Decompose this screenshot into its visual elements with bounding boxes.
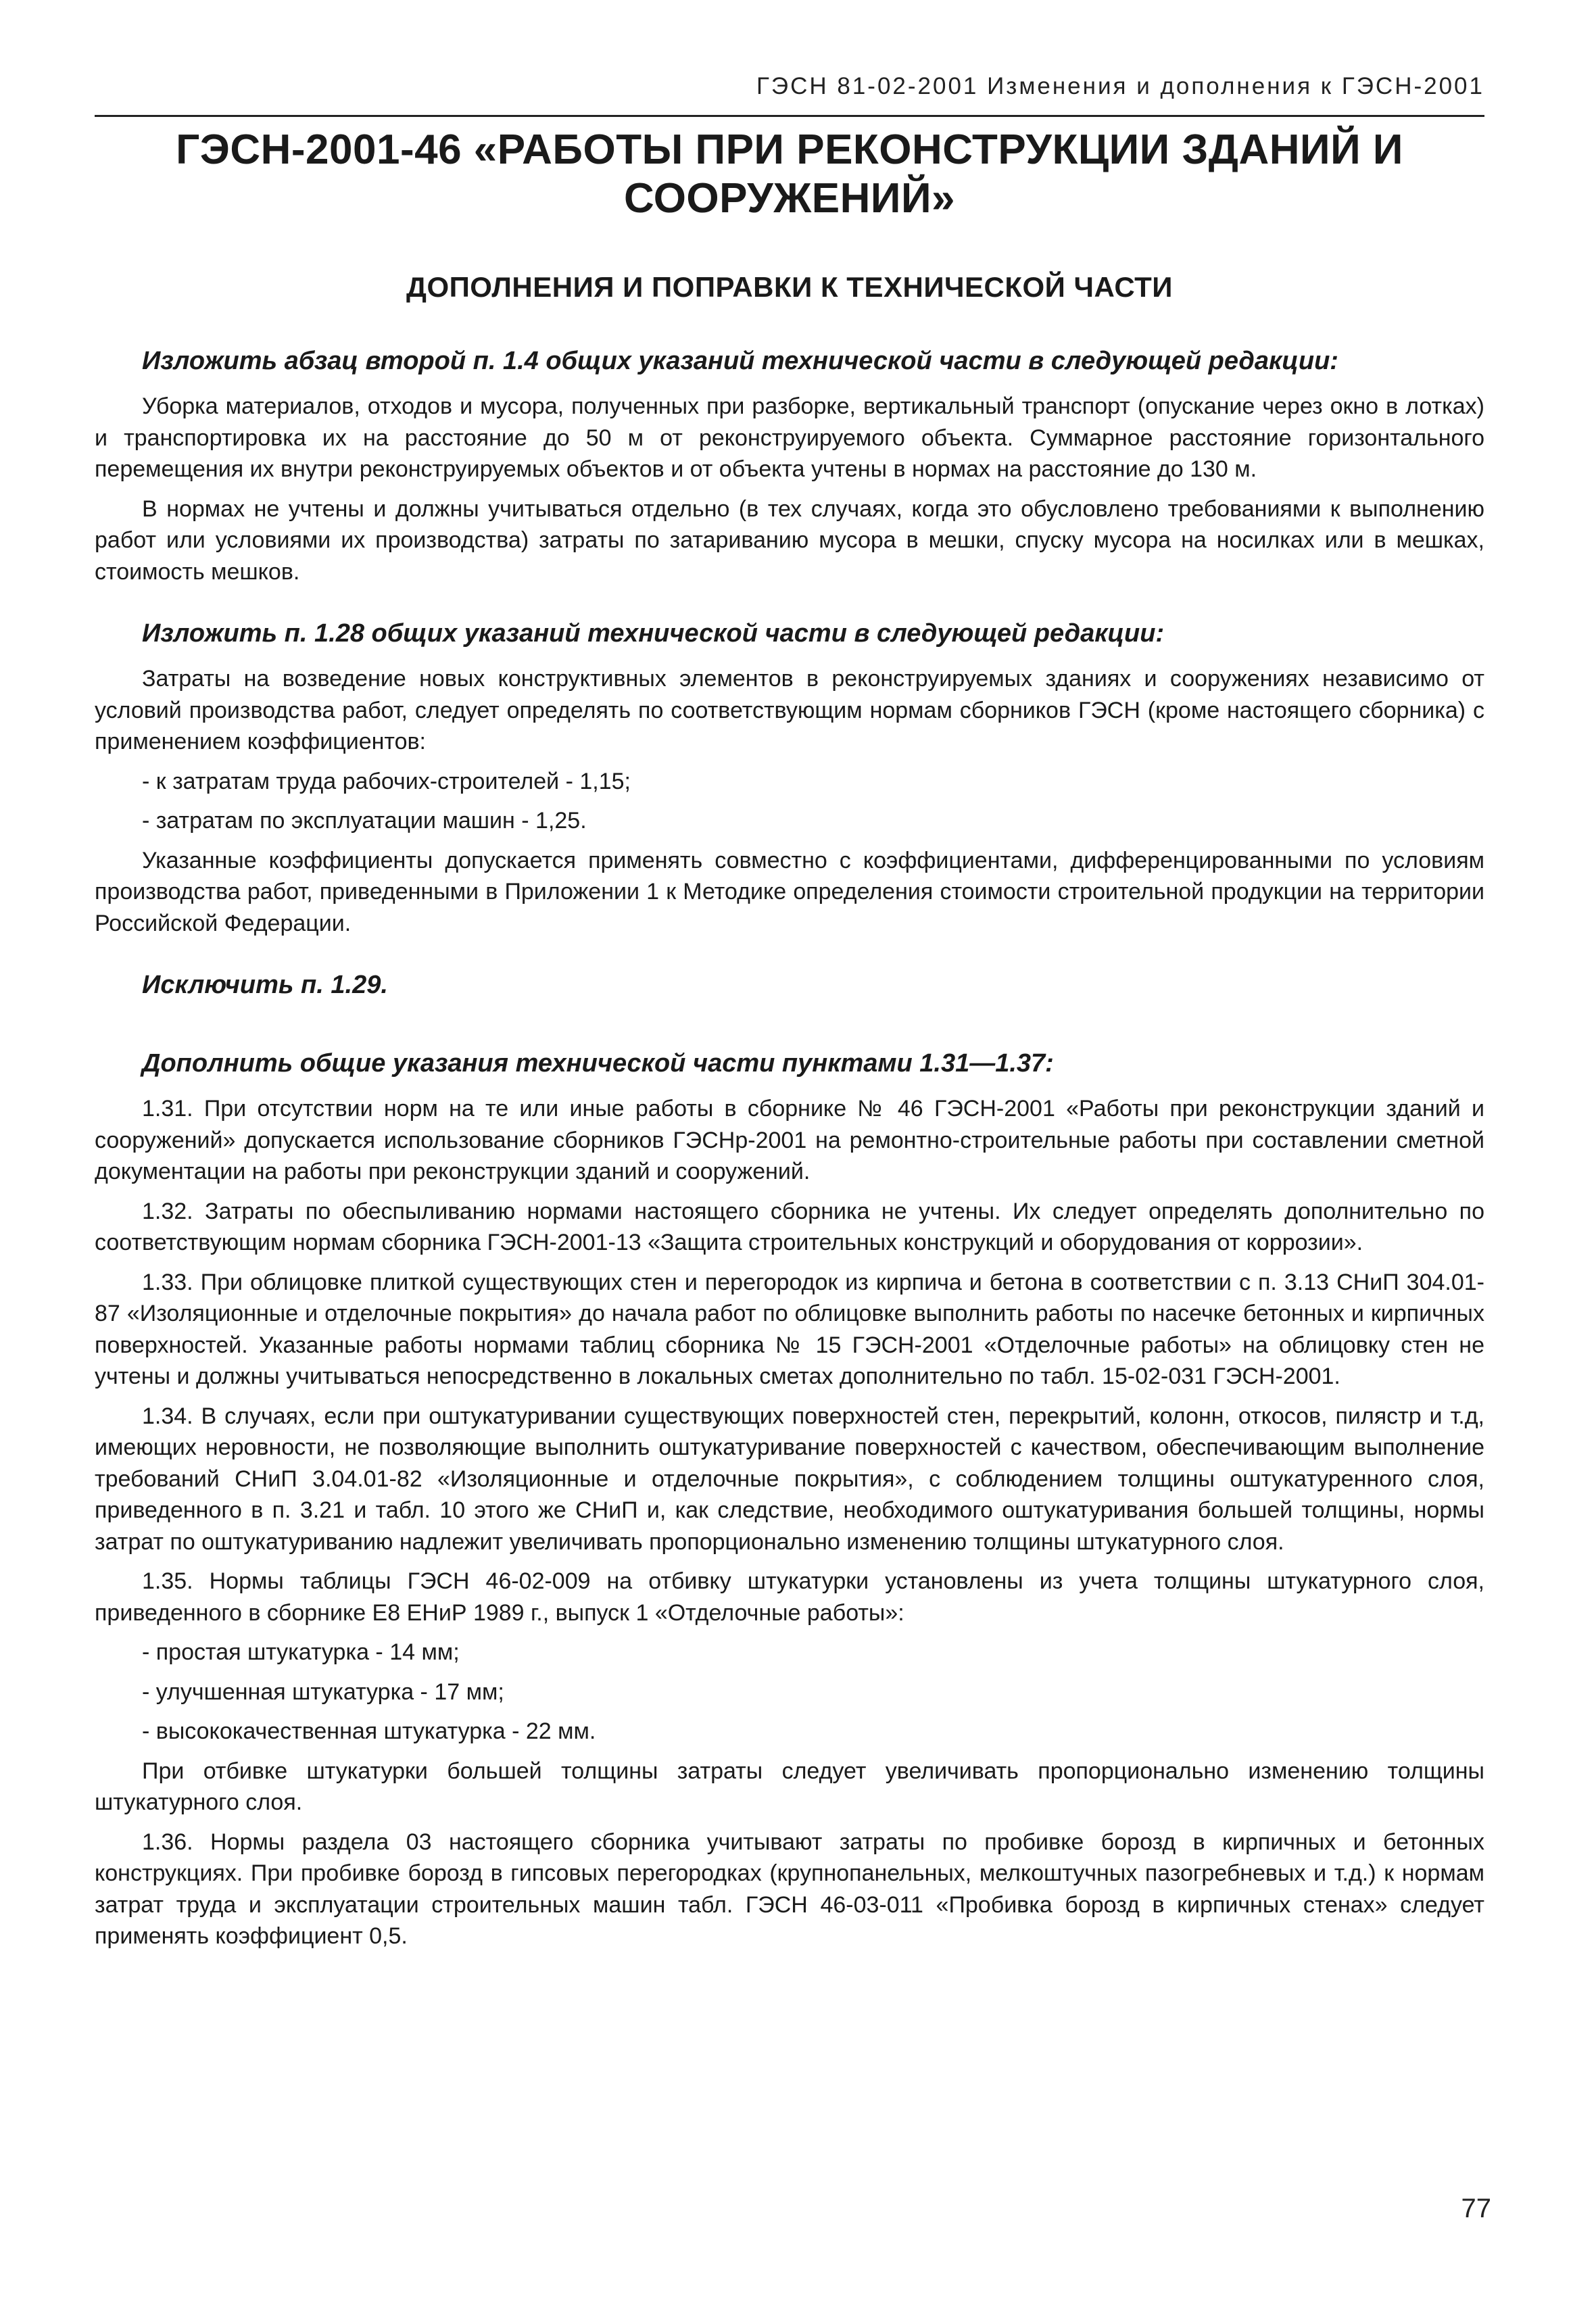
running-header: ГЭСН 81-02-2001 Изменения и дополнения к ГЭСН-2001 xyxy=(756,73,1484,99)
body-paragraph: Затраты на возведение новых конструктивных элементов в реконструируемых зданиях и сооружениях независимо от условий производства работ, следует определять по соответствующим нормам сборников ГЭСН (кроме настоящего сборника) с применением коэффициентов: xyxy=(95,666,1484,754)
section-1-31-1-37 xyxy=(95,1047,1484,1952)
clause-1-33: 1.33. При облицовке плиткой существующих стен и перегородок из кирпича и бетона в соответствии с п. 3.13 СНиП 304.01-87 «Изоляционные и отделочные покрытия» до начала работ по облицовке выполнить работы по насечке бетонных и кирпичных поверхностей. Указанные работы нормами таблиц сборника № 15 ГЭСН-2001 «Отделочные работы» на облицовку стен не учтены и должны учитываться непосредственно в локальных сметах дополнительно по табл. 15-02-031 ГЭСН-2001. xyxy=(95,1269,1484,1389)
header-divider xyxy=(95,115,1484,117)
list-item: - затратам по эксплуатации машин - 1,25. xyxy=(142,808,587,834)
body-paragraph: В нормах не учтены и должны учитываться отдельно (в тех случаях, когда это обусловлено требованиями к выполнению работ или условиями их производства) затраты по затариванию мусора в мешки, спуску мусора на носилках или в мешках, стоимость мешков. xyxy=(95,496,1484,585)
body-paragraph: Уборка материалов, отходов и мусора, полученных при разборке, вертикальный транспорт (опускание через окно в лотках) и транспортировка их на расстояние до 50 м от реконструируемого объекта. Суммарное расстояние горизонтального перемещения их внутри реконструируемых объектов и от объекта учтены в нормах на расстояние до 130 м. xyxy=(95,393,1484,482)
page-content xyxy=(95,126,1484,1960)
page-number: 77 xyxy=(1461,2194,1491,2223)
section-1-4 xyxy=(95,345,1484,587)
list-item: - высококачественная штукатурка - 22 мм. xyxy=(142,1718,596,1744)
clause-1-36: 1.36. Нормы раздела 03 настоящего сборника учитывают затраты по пробивке борозд в кирпичных и бетонных конструкциях. При пробивке борозд в гипсовых перегородках (крупнопанельных, мелкоштучных пазогребневых и т.д.) к нормам затрат труда и эксплуатации строительных машин табл. ГЭСН 46-03-011 «Пробивка борозд в кирпичных стенах» следует применять коэффициент 0,5. xyxy=(95,1829,1484,1949)
body-paragraph: Указанные коэффициенты допускается применять совместно с коэффициентами, дифференцированными по условиям производства работ, приведенными в Приложении 1 к Методике определения стоимости строительной продукции на территории Российской Федерации. xyxy=(95,847,1484,936)
clause-1-32: 1.32. Затраты по обеспыливанию нормами настоящего сборника не учтены. Их следует определять дополнительно по соответствующим нормам сборника ГЭСН-2001-13 «Защита строительных конструкций и оборудования от коррозии». xyxy=(95,1198,1484,1255)
section-exclude-1-29 xyxy=(95,969,1484,1001)
document-title: ГЭСН-2001-46 «РАБОТЫ ПРИ РЕКОНСТРУКЦИИ ЗДАНИЙ И СООРУЖЕНИЙ» xyxy=(176,126,1403,222)
clause-1-31: 1.31. При отсутствии норм на те или иные работы в сборнике № 46 ГЭСН-2001 «Работы при реконструкции зданий и сооружений» допускается использование сборников ГЭСНр-2001 на ремонтно-строительные работы при составлении сметной документации на работы при реконструкции зданий и сооружений. xyxy=(95,1096,1484,1184)
section-instruction: Изложить п. 1.28 общих указаний технической части в следующей редакции: xyxy=(142,619,1165,648)
body-paragraph: При отбивке штукатурки большей толщины затраты следует увеличивать пропорционально изменению толщины штукатурного слоя. xyxy=(95,1758,1484,1815)
list-item: - простая штукатурка - 14 мм; xyxy=(142,1639,460,1665)
list-item: - улучшенная штукатурка - 17 мм; xyxy=(142,1679,504,1705)
clause-1-35: 1.35. Нормы таблицы ГЭСН 46-02-009 на отбивку штукатурки установлены из учета толщины штукатурного слоя, приведенного в сборнике Е8 ЕНиР 1989 г., выпуск 1 «Отделочные работы»: xyxy=(95,1568,1484,1626)
clause-1-34: 1.34. В случаях, если при оштукатуривании существующих поверхностей стен, перекрытий, колонн, откосов, пилястр и т.д, имеющих неровности, не позволяющие выполнить оштукатуривание поверхностей с качеством, обеспечивающим выполнение требований СНиП 3.04.01-82 «Изоляционные и отделочные покрытия», с соблюдением толщины оштукатуренного слоя, приведенного в п. 3.21 и табл. 10 этого же СНиП и, как следствие, необходимого оштукатуривания большей толщины, нормы затрат по оштукатуриванию надлежит увеличивать пропорционально изменению толщины штукатурного слоя. xyxy=(95,1403,1484,1555)
list-item: - к затратам труда рабочих-строителей - 1,15; xyxy=(142,768,631,794)
section-1-28 xyxy=(95,617,1484,939)
section-instruction: Изложить абзац второй п. 1.4 общих указаний технической части в следующей редакции: xyxy=(142,347,1338,375)
section-instruction: Исключить п. 1.29. xyxy=(142,971,388,999)
section-instruction: Дополнить общие указания технической части пунктами 1.31—1.37: xyxy=(142,1049,1054,1078)
document-subtitle: ДОПОЛНЕНИЯ И ПОПРАВКИ К ТЕХНИЧЕСКОЙ ЧАСТИ xyxy=(406,271,1173,303)
